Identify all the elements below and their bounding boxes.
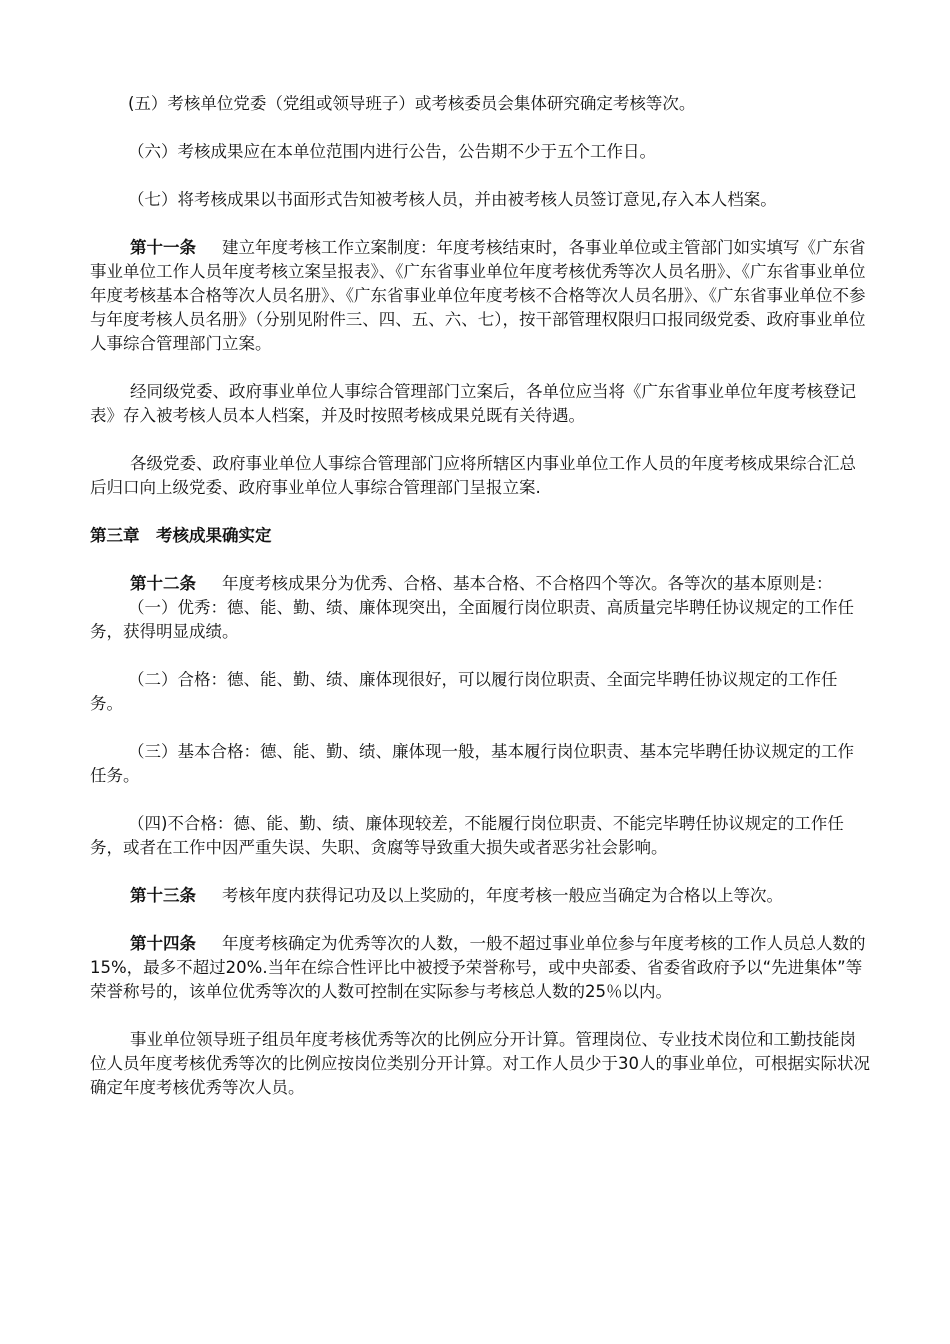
article-14-paragraph-2: 事业单位领导班子组员年度考核优秀等次的比例应分开计算。管理岗位、专业技术岗位和工勤技能岗位人员年度考核优秀等次的比例应按岗位类别分开计算。对工作人员少于30人的事业单位，可根据实际状况确定年度考核优秀等次人员。 xyxy=(90,1030,870,1097)
grade-item-excellent: （一）优秀：德、能、勤、绩、廉体现突出，全面履行岗位职责、高质量完毕聘任协议规定的工作任务，获得明显成绩。 xyxy=(90,598,854,641)
grade-item-basic: （三）基本合格：德、能、勤、绩、廉体现一般，基本履行岗位职责、基本完毕聘任协议规定的工作任务。 xyxy=(90,742,854,785)
paragraph-item-6: （六）考核成果应在本单位范围内进行公告，公告期不少于五个工作日。 xyxy=(128,142,656,161)
grade-item-qualified: （二）合格：德、能、勤、绩、廉体现很好，可以履行岗位职责、全面完毕聘任协议规定的工作任务。 xyxy=(90,670,838,713)
article-11-text: 建立年度考核工作立案制度：年度考核结束时，各事业单位或主管部门如实填写《广东省事业单位工作人员年度考核立案呈报表》、《广东省事业单位年度考核优秀等次人员名册》、《广东省事业单位年度考核基本合格等次人员名册》、《广东省事业单位年度考核不合格等次人员名册》、《广东省事业单位不参与年度考核人员名册》（分别见附件三、四、五、六、七），按干部管理权限归口报同级党委、政府事业单位人事综合管理部门立案。 xyxy=(90,238,866,353)
article-13 xyxy=(90,884,870,908)
article-12-title: 第十二条 xyxy=(130,574,196,593)
chapter-heading: 第三章 考核成果确实定 xyxy=(90,526,272,545)
article-13-text: 考核年度内获得记功及以上奖励的，年度考核一般应当确定为合格以上等次。 xyxy=(222,886,783,905)
article-11-title: 第十一条 xyxy=(130,238,196,257)
article-14 xyxy=(90,932,870,1004)
article-11-paragraph-3: 各级党委、政府事业单位人事综合管理部门应将所辖区内事业单位工作人员的年度考核成果综合汇总后归口向上级党委、政府事业单位人事综合管理部门呈报立案. xyxy=(90,454,856,497)
article-11 xyxy=(90,236,870,356)
article-11-paragraph-2: 经同级党委、政府事业单位人事综合管理部门立案后，各单位应当将《广东省事业单位年度考核登记表》存入被考核人员本人档案，并及时按照考核成果兑既有关待遇。 xyxy=(90,382,856,425)
grade-item-unqualified: （四)不合格：德、能、勤、绩、廉体现较差，不能履行岗位职责、不能完毕聘任协议规定的工作任务，或者在工作中因严重失误、失职、贪腐等导致重大损失或者恶劣社会影响。 xyxy=(90,814,844,857)
article-14-text: 年度考核确定为优秀等次的人数，一般不超过事业单位参与年度考核的工作人员总人数的15%，最多不超过20%.当年在综合性评比中被授予荣誉称号，或中央部委、省委省政府予以“先进集体”等荣誉称号的，该单位优秀等次的人数可控制在实际参与考核总人数的25％以内。 xyxy=(90,934,866,1001)
article-12 xyxy=(90,572,870,596)
article-14-title: 第十四条 xyxy=(130,934,196,953)
article-12-text: 年度考核成果分为优秀、合格、基本合格、不合格四个等次。各等次的基本原则是： xyxy=(222,574,833,593)
paragraph-item-7: （七）将考核成果以书面形式告知被考核人员，并由被考核人员签订意见,存入本人档案。 xyxy=(128,190,777,209)
article-13-title: 第十三条 xyxy=(130,886,196,905)
paragraph-item-5: (五）考核单位党委（党组或领导班子）或考核委员会集体研究确定考核等次。 xyxy=(128,94,696,113)
document-page xyxy=(90,92,870,1124)
